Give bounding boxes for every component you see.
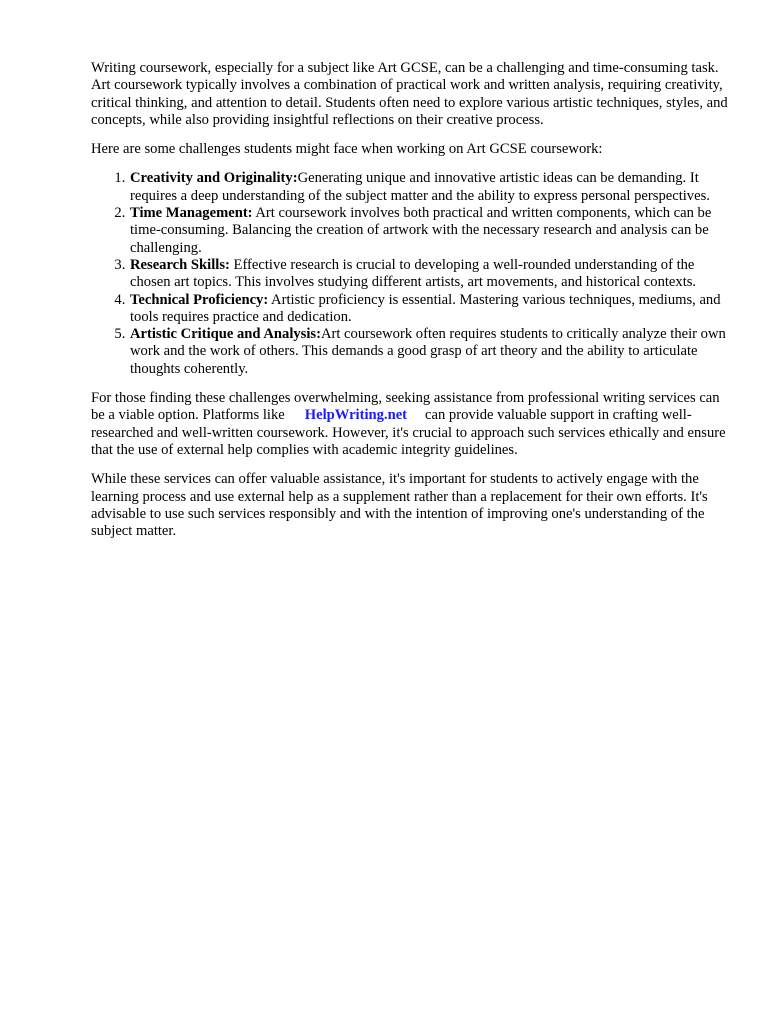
challenge-term: Research Skills: — [130, 256, 230, 273]
challenge-text: Generating unique and innovative artistic ideas can be demanding. It requires a deep understanding of the subject matter and the ability to express personal perspectives. — [130, 170, 710, 204]
challenge-term: Technical Proficiency: — [130, 291, 269, 308]
assistance-text-before: For those finding these challenges overwhelming, seeking assistance from professional writing services can be a viable option. Platforms like — [91, 390, 720, 424]
helpwriting-link[interactable]: HelpWriting.net — [304, 407, 408, 424]
challenge-text: Effective research is crucial to developing a well-rounded understanding of the chosen art topics. This involves studying different artists, art movements, and historical contexts. — [130, 256, 697, 291]
challenge-text: Art coursework often requires students to critically analyze their own work and the work of others. This demands a good grasp of art theory and the ability to articulate thoughts coherently. — [130, 326, 726, 377]
document-page — [91, 60, 731, 552]
conclusion-paragraph: While these services can offer valuable assistance, it's important for students to actively engage with the learning process and use external help as a supplement rather than a replacement for their own efforts. It's advisable to use such services responsibly and with the intention of improving one's understanding of the subject matter. — [91, 471, 708, 540]
list-item — [129, 257, 731, 292]
challenge-term: Artistic Critique and Analysis: — [130, 326, 321, 343]
list-item — [129, 170, 731, 205]
intro-paragraph: Writing coursework, especially for a subject like Art GCSE, can be a challenging and time-consuming task. Art coursework typically involves a combination of practical work and written analysis, requiring creativity, critical thinking, and attention to detail. Students often need to explore various artistic techniques, styles, and concepts, while also providing insightful reflections on their creative process. — [91, 60, 728, 128]
list-item — [129, 205, 731, 257]
challenges-intro: Here are some challenges students might face when working on Art GCSE coursework: — [91, 141, 603, 158]
challenge-term: Time Management: — [130, 205, 253, 222]
challenge-text: Art coursework involves both practical and written components, which can be time-consuming. Balancing the creation of artwork with the necessary research and analysis can be challenging. — [130, 205, 712, 256]
challenge-text: Artistic proficiency is essential. Mastering various techniques, mediums, and tools requires practice and dedication. — [130, 291, 721, 325]
challenges-list — [91, 170, 731, 378]
list-item — [129, 292, 731, 327]
assistance-text-after: can provide valuable support in crafting well-researched and well-written coursework. However, it's crucial to approach such services ethically and ensure that the use of external help complies with academic integrity guidelines. — [91, 407, 726, 458]
challenge-term: Creativity and Originality: — [130, 170, 298, 187]
list-item — [129, 326, 731, 378]
assistance-paragraph — [91, 390, 731, 459]
